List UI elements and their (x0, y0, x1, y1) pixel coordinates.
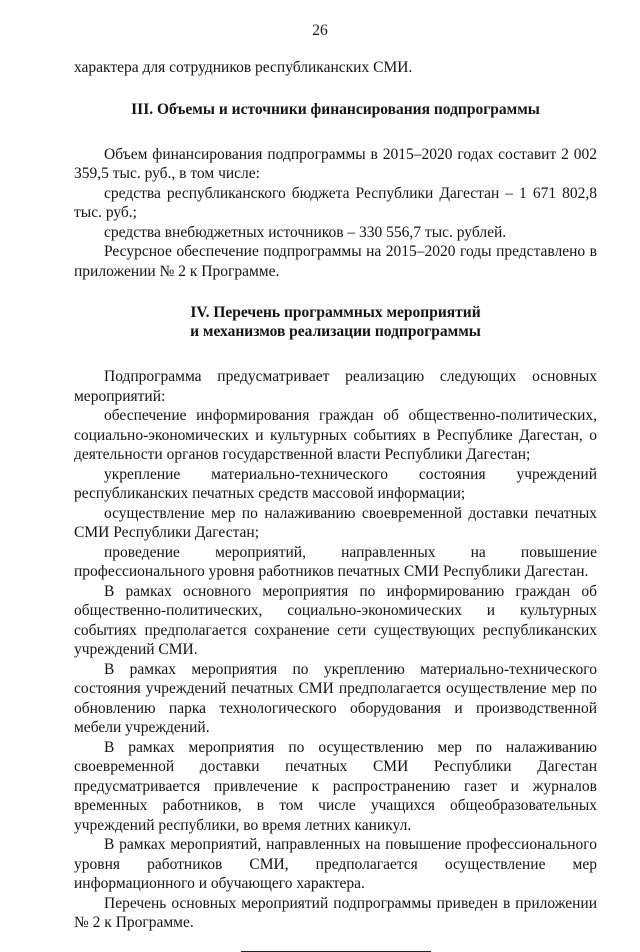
end-divider (241, 951, 431, 952)
section-4-paragraph: В рамках мероприятия по укреплению материально-технического состояния учреждений печатных СМИ предполагается осуществление мер по обновлению парка технологического оборудования и производственной мебели учреждений. (74, 660, 597, 736)
intro-fragment: характера для сотрудников республиканских СМИ. (74, 59, 413, 76)
section-4-paragraph: В рамках мероприятий, направленных на повышение профессионального уровня работников СМИ, предполагается осуществление мер информационного и обучающего характера. (74, 836, 597, 892)
section-4-paragraph: Подпрограмма предусматривает реализацию следующих основных мероприятий: (74, 368, 597, 405)
section-4-list-item: обеспечение информирования граждан об общественно-политических, социально-экономических и культурных событиях в Республике Дагестан, о деятельности органов государственной власти Республики Дагестан; (74, 407, 597, 463)
section-3-paragraph: средства внебюджетных источников – 330 556,7 тыс. рублей. (104, 223, 507, 241)
section-4-paragraph: В рамках основного мероприятия по информированию граждан об общественно-политических, социально-экономических и культурных событиях предполагается сохранение сети существующих республиканских учреждений СМИ. (74, 582, 597, 658)
section-3-title: III. Объемы и источники финансирования подпрограммы (131, 100, 540, 118)
section-4-title-line-1: IV. Перечень программных мероприятий (190, 304, 481, 321)
page-number: 26 (312, 22, 328, 39)
section-4-paragraph: Перечень основных мероприятий подпрограммы приведен в приложении № 2 к Программе. (74, 894, 597, 931)
section-4-title-line-2: и механизмов реализации подпрограммы (190, 323, 481, 340)
section-4-list-item: осуществление мер по налаживанию своевременной доставки печатных СМИ Республики Дагестан; (74, 504, 597, 541)
section-4-paragraph: В рамках мероприятия по осуществлению мер по налаживанию своевременной доставки печатных СМИ Республики Дагестан предусматривается привлечение к распространению газет и журналов временных работников, в том числе учащихся общеобразовательных учреждений республики, во время летних каникул. (74, 738, 597, 834)
section-3-paragraph: средства республиканского бюджета Республики Дагестан – 1 671 802,8 тыс. руб.; (74, 184, 597, 221)
section-4-list-item: проведение мероприятий, направленных на повышение профессионального уровня работников печатных СМИ Республики Дагестан. (74, 543, 597, 580)
page-content (74, 58, 597, 952)
section-4-list-item: укрепление материально-технического состояния учреждений республиканских печатных средств массовой информации; (74, 465, 597, 502)
section-3-paragraph: Объем финансирования подпрограммы в 2015–2020 годах составит 2 002 359,5 тыс. руб., в том числе: (74, 145, 597, 182)
section-3-paragraph: Ресурсное обеспечение подпрограммы на 2015–2020 годы представлено в приложении № 2 к Программе. (74, 243, 597, 280)
